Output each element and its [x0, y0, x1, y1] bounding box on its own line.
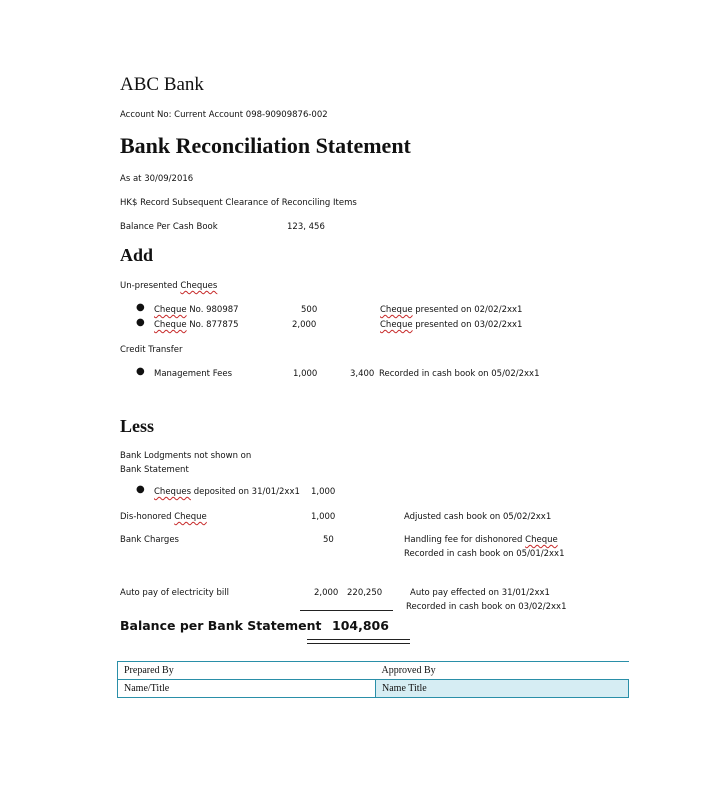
cheque-item-1: Cheque No. 980987: [154, 305, 239, 315]
auto-pay-amount: 2,000: [314, 588, 339, 598]
bullet-icon: ●: [136, 366, 145, 377]
cheque-item-2-amount: 2,000: [292, 320, 317, 330]
record-note: HK$ Record Subsequent Clearance of Reconciling Items: [120, 198, 357, 208]
page-title: Bank Reconciliation Statement: [120, 133, 411, 158]
prepared-name-title-field[interactable]: Name/Title: [118, 680, 376, 698]
add-heading: Add: [120, 245, 154, 265]
auto-pay-label: Auto pay of electricity bill: [120, 588, 229, 598]
bank-charges-note-1: Handling fee for dishonored Cheque: [404, 535, 558, 545]
management-fees-amount: 1,000: [293, 369, 318, 379]
as-at-date: As at 30/09/2016: [120, 174, 194, 184]
less-heading: Less: [120, 416, 155, 436]
credit-transfer-label: Credit Transfer: [120, 345, 183, 355]
balance-cash-book-label: Balance Per Cash Book: [120, 222, 218, 232]
lodgment-cheque-item: Cheques deposited on 31/01/2xx1: [154, 487, 300, 497]
auto-pay-note-2: Recorded in cash book on 03/02/2xx1: [406, 602, 567, 612]
lodgments-label-line2: Bank Statement: [120, 465, 189, 475]
approved-by-label: Approved By: [376, 662, 629, 680]
cheque-item-2-note: Cheque presented on 03/02/2xx1: [380, 320, 523, 330]
balance-bank-statement-label: Balance per Bank Statement: [120, 618, 322, 633]
lodgments-label-line1: Bank Lodgments not shown on: [120, 451, 252, 461]
auto-pay-note-1: Auto pay effected on 31/01/2xx1: [410, 588, 550, 598]
dishonored-cheque-note: Adjusted cash book on 05/02/2xx1: [404, 512, 552, 522]
cheque-item-1-amount: 500: [301, 305, 318, 315]
lodgment-cheque-amount: 1,000: [311, 487, 336, 497]
less-subtotal: 220,250: [347, 588, 383, 598]
subtotal-rule: [300, 610, 393, 611]
double-rule-bottom: [307, 643, 410, 644]
account-number: Account No: Current Account 098-90909876-002: [120, 110, 328, 120]
management-fees-note: Recorded in cash book on 05/02/2xx1: [379, 369, 540, 379]
cheque-item-2: Cheque No. 877875: [154, 320, 239, 330]
balance-cash-book-amount: 123, 456: [287, 222, 325, 232]
cheque-item-1-note: Cheque presented on 02/02/2xx1: [380, 305, 523, 315]
balance-bank-statement-amount: 104,806: [332, 618, 389, 633]
bank-charges-label: Bank Charges: [120, 535, 179, 545]
signature-table: [117, 661, 629, 698]
unpresented-cheques-label: Un-presented Cheques: [120, 281, 218, 291]
add-subtotal: 3,400: [350, 369, 375, 379]
bank-charges-note-2: Recorded in cash book on 05/01/2xx1: [404, 549, 565, 559]
prepared-by-label: Prepared By: [118, 662, 376, 680]
bullet-icon: ●: [136, 302, 145, 313]
approved-name-title-field[interactable]: Name Title: [376, 680, 629, 698]
bank-name: ABC Bank: [120, 74, 204, 95]
bank-charges-amount: 50: [323, 535, 334, 545]
dishonored-cheque-amount: 1,000: [311, 512, 336, 522]
double-rule-top: [307, 639, 410, 640]
bullet-icon: ●: [136, 484, 145, 495]
bullet-icon: ●: [136, 317, 145, 328]
dishonored-cheque-label: Dis-honored Cheque: [120, 512, 207, 522]
management-fees-label: Management Fees: [154, 369, 233, 379]
